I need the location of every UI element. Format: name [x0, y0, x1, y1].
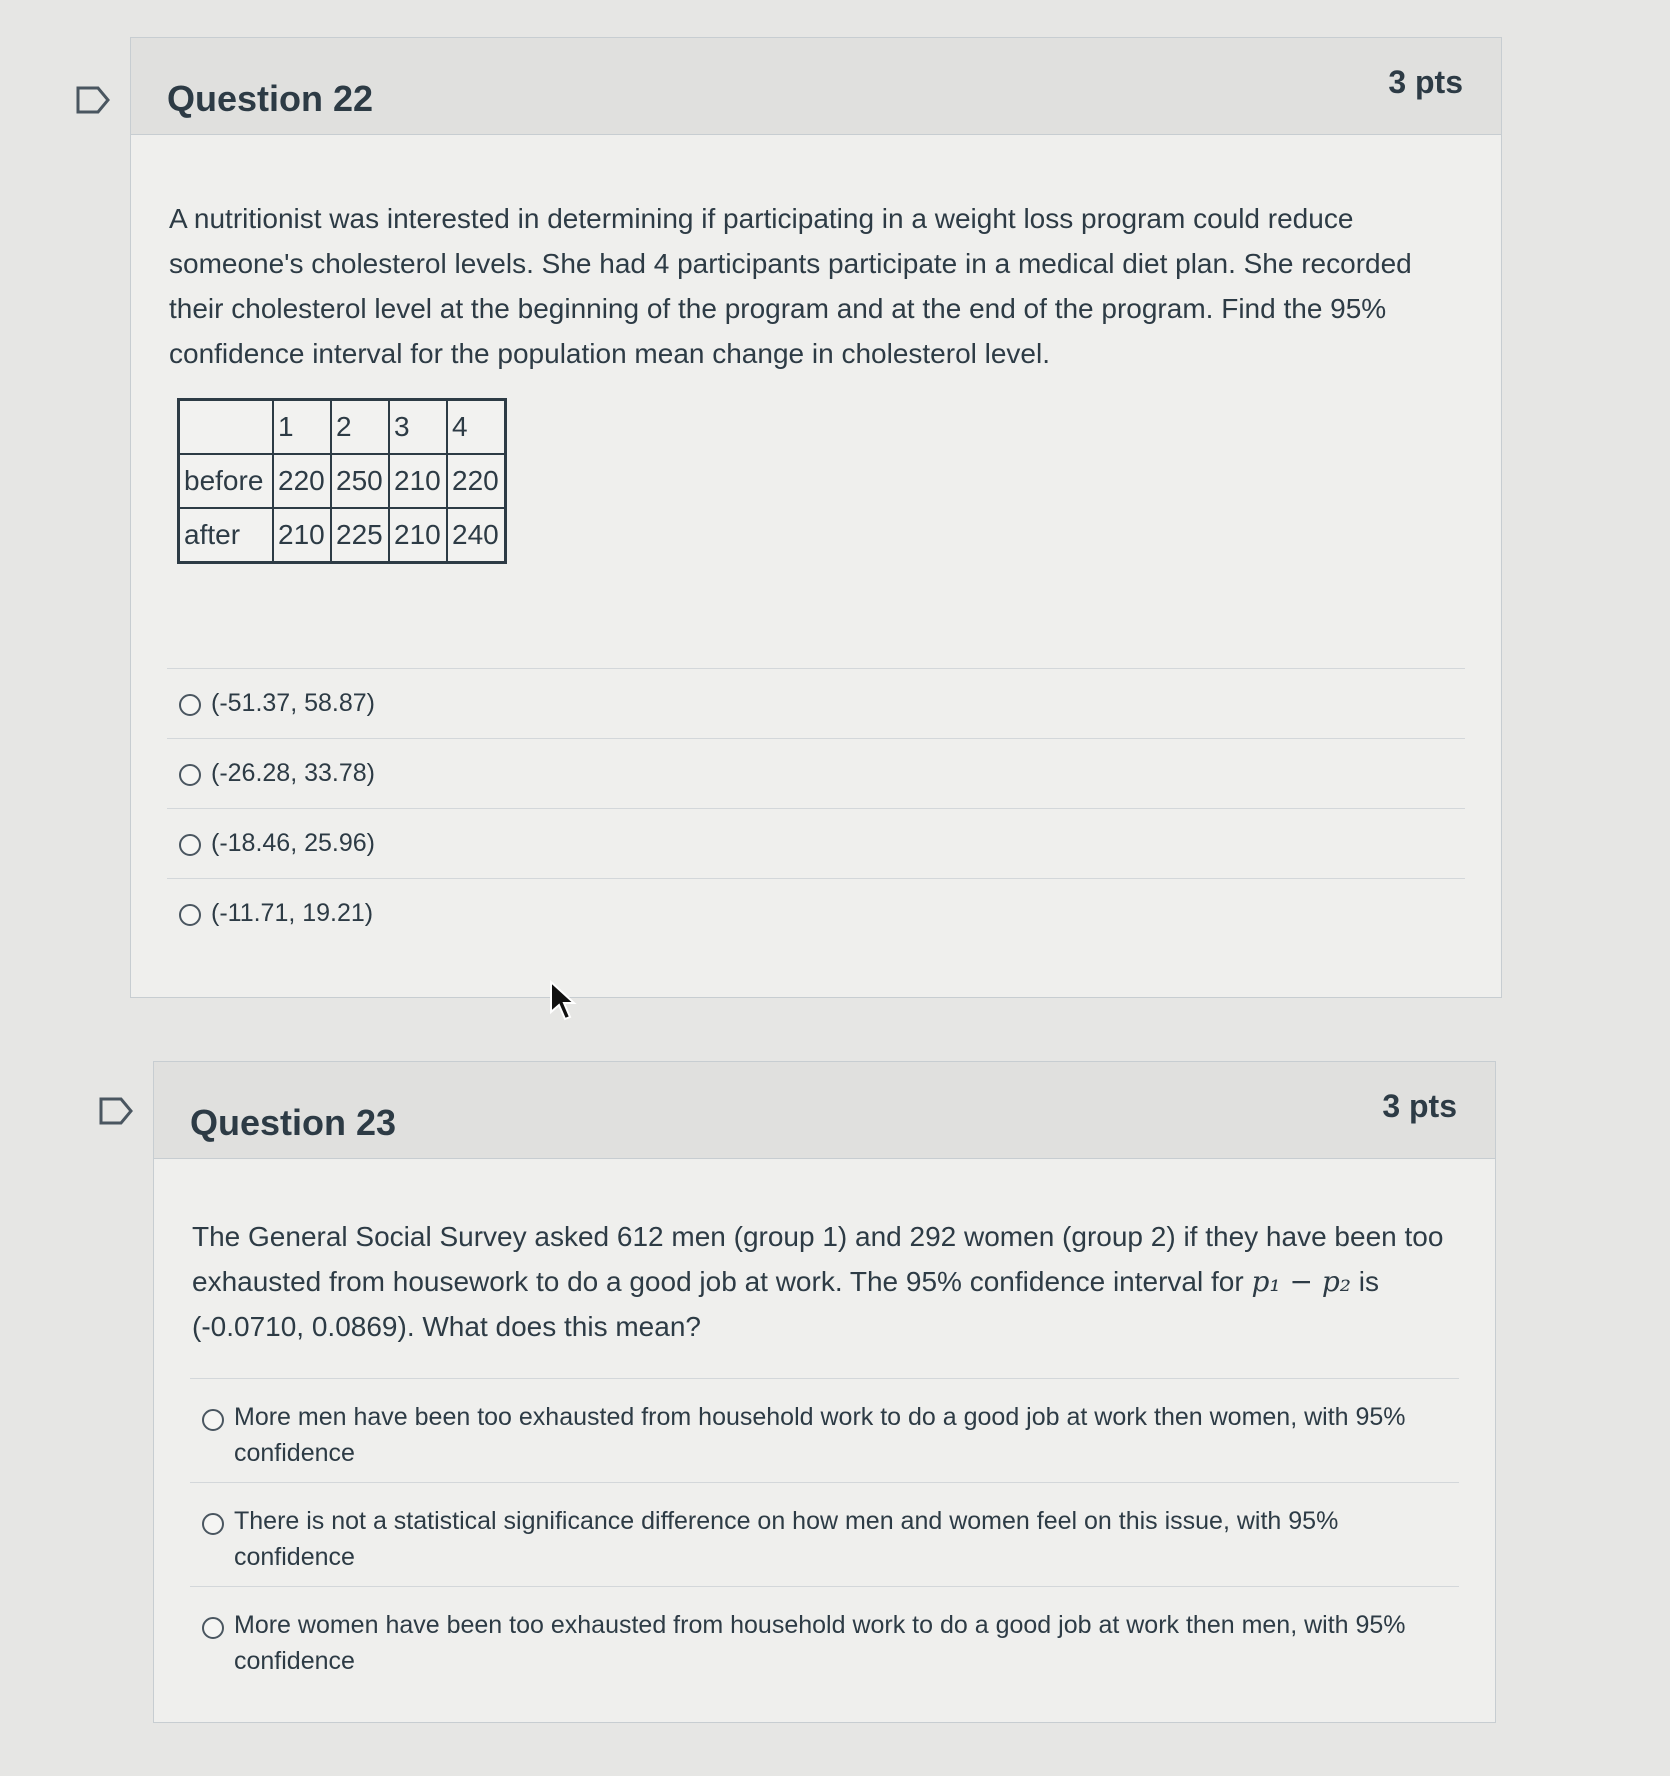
- question-23-title: Question 23: [190, 1102, 397, 1143]
- answer-label: (-18.46, 25.96): [211, 829, 375, 857]
- cholesterol-table: [177, 398, 507, 564]
- question-23-header: [154, 1062, 1495, 1159]
- question-23-text: [192, 1214, 1462, 1349]
- answer-option[interactable]: [167, 808, 1465, 878]
- answer-label: (-51.37, 58.87): [211, 689, 375, 717]
- radio-button[interactable]: [179, 694, 201, 716]
- question-22-title: Question 22: [167, 78, 374, 119]
- question-22-points: 3 pts: [1388, 64, 1463, 100]
- table-cell: after: [179, 508, 274, 563]
- question-23-text-part1: The General Social Survey asked 612 men (group 1) and 292 women (group 2) if they have been too exhausted from housework to do a good job at work. The 95% confidence interval for: [192, 1221, 1444, 1297]
- question-22-card: [130, 37, 1502, 998]
- flag-question-22-icon[interactable]: [76, 86, 110, 114]
- table-cell: 1: [273, 400, 331, 455]
- table-cell: 210: [389, 454, 447, 508]
- answer-option[interactable]: [167, 878, 1465, 948]
- table-cell: 210: [389, 508, 447, 563]
- answer-label: (-11.71, 19.21): [211, 899, 374, 927]
- flag-question-23-icon[interactable]: [99, 1097, 133, 1125]
- radio-button[interactable]: [202, 1617, 224, 1639]
- mouse-cursor-icon: [549, 980, 577, 1022]
- answer-option[interactable]: [190, 1586, 1459, 1690]
- table-cell: 250: [331, 454, 389, 508]
- radio-button[interactable]: [202, 1409, 224, 1431]
- question-23-points: 3 pts: [1382, 1088, 1457, 1124]
- radio-button[interactable]: [179, 904, 201, 926]
- question-22-answers: [167, 668, 1465, 948]
- answer-label: There is not a statistical significance difference on how men and women feel on this issue, with 95% confidence: [234, 1507, 1339, 1571]
- table-cell: 2: [331, 400, 389, 455]
- question-23-answers: [190, 1378, 1459, 1690]
- table-cell: before: [179, 454, 274, 508]
- question-22-header: [131, 38, 1501, 135]
- table-cell: 240: [447, 508, 506, 563]
- table-cell: 225: [331, 508, 389, 563]
- answer-label: More women have been too exhausted from household work to do a good job at work then men, with 95% confidence: [234, 1611, 1406, 1675]
- answer-option[interactable]: [190, 1482, 1459, 1586]
- radio-button[interactable]: [179, 764, 201, 786]
- table-cell: 210: [273, 508, 331, 563]
- radio-button[interactable]: [179, 834, 201, 856]
- table-cell: 4: [447, 400, 506, 455]
- question-23-card: [153, 1061, 1496, 1723]
- table-cell: 220: [447, 454, 506, 508]
- table-header-row: [179, 400, 506, 455]
- math-expression: p₁ − p₂: [1251, 1265, 1351, 1298]
- table-row: [179, 508, 506, 563]
- table-cell: [179, 400, 274, 455]
- answer-option[interactable]: [167, 668, 1465, 738]
- table-cell: 3: [389, 400, 447, 455]
- table-cell: 220: [273, 454, 331, 508]
- radio-button[interactable]: [202, 1513, 224, 1535]
- question-22-text: A nutritionist was interested in determining if participating in a weight loss program could reduce someone's cholesterol levels. She had 4 participants participate in a medical diet plan. She recorded their cholesterol level at the beginning of the program and at the end of the program. Find the 95% confidence interval for the population mean change in cholesterol level.: [169, 203, 1412, 369]
- table-row: [179, 454, 506, 508]
- question-23-text-part2: is (-0.0710, 0.0869). What does this mean?: [192, 1266, 1380, 1342]
- answer-option[interactable]: [167, 738, 1465, 808]
- answer-label: (-26.28, 33.78): [211, 759, 375, 787]
- answer-option[interactable]: [190, 1378, 1459, 1482]
- answer-label: More men have been too exhausted from household work to do a good job at work then women, with 95% confidence: [234, 1403, 1406, 1467]
